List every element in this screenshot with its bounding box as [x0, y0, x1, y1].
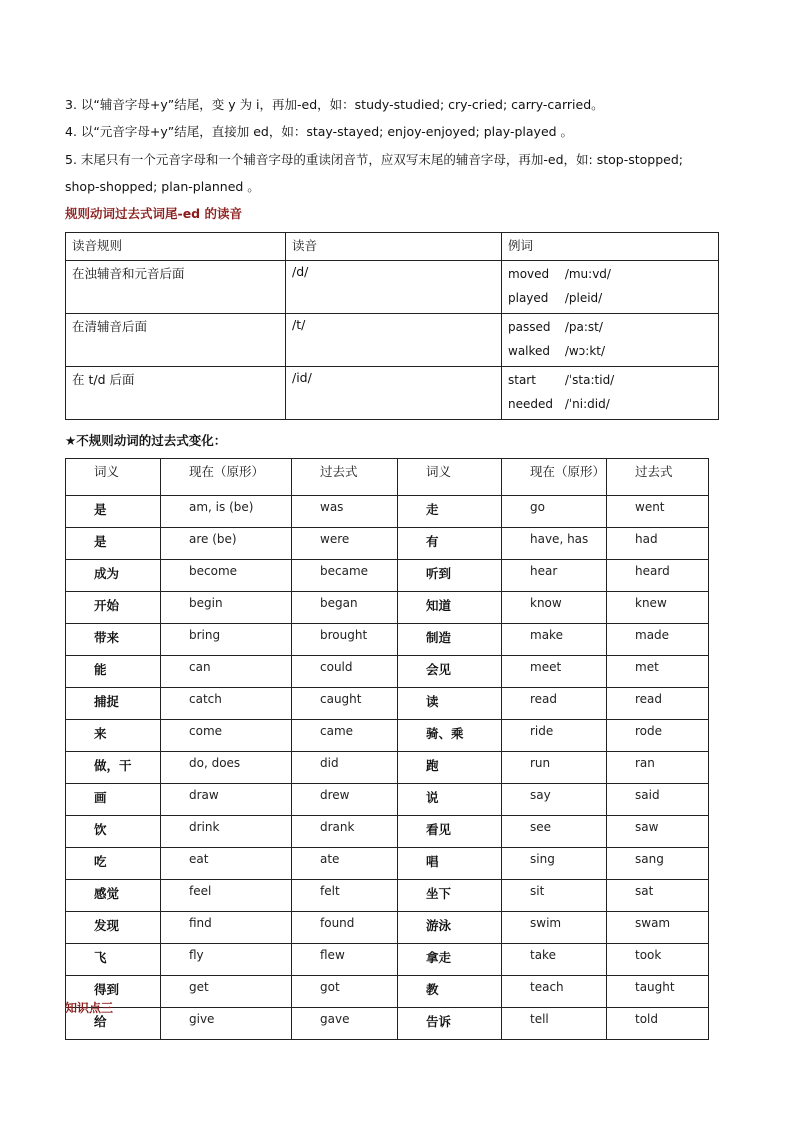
- meaning-cell: 成为: [66, 560, 161, 592]
- header-cell: 现在（原形）: [161, 459, 292, 496]
- meaning-cell: 捕捉: [66, 688, 161, 720]
- table-row: [66, 912, 709, 944]
- past-form-cell: met: [607, 656, 709, 688]
- meaning-cell: 坐下: [398, 880, 502, 912]
- example-phonetic: /ˈni:did/: [564, 397, 610, 411]
- past-form-cell: could: [292, 656, 398, 688]
- past-form-cell: brought: [292, 624, 398, 656]
- present-form-cell: can: [161, 656, 292, 688]
- example-phonetic: /pleid/: [564, 291, 603, 305]
- past-form-cell: read: [607, 688, 709, 720]
- header-cell: 词义: [66, 459, 161, 496]
- past-form-cell: did: [292, 752, 398, 784]
- table-row: [66, 944, 709, 976]
- sound-cell: /d/: [286, 261, 502, 314]
- present-form-cell: sing: [502, 848, 607, 880]
- table-row: [66, 688, 709, 720]
- meaning-cell: 饮: [66, 816, 161, 848]
- meaning-cell: 游泳: [398, 912, 502, 944]
- present-form-cell: say: [502, 784, 607, 816]
- present-form-cell: tell: [502, 1008, 607, 1040]
- past-form-cell: made: [607, 624, 709, 656]
- example-cell: [502, 367, 719, 420]
- table-row: [66, 816, 709, 848]
- past-form-cell: drew: [292, 784, 398, 816]
- table-row: [66, 261, 719, 314]
- past-form-cell: felt: [292, 880, 398, 912]
- next-section-heading: 知识点三: [65, 1001, 114, 1015]
- example-word: start: [508, 373, 536, 387]
- table-header-row: [66, 459, 709, 496]
- meaning-cell: 骑、乘: [398, 720, 502, 752]
- past-form-cell: came: [292, 720, 398, 752]
- table-header-row: [66, 233, 719, 261]
- table-row: [66, 656, 709, 688]
- meaning-cell: 是: [66, 528, 161, 560]
- meaning-cell: 拿走: [398, 944, 502, 976]
- meaning-cell: 读: [398, 688, 502, 720]
- table-row: [66, 624, 709, 656]
- meaning-cell: 制造: [398, 624, 502, 656]
- present-form-cell: draw: [161, 784, 292, 816]
- meaning-cell: 跑: [398, 752, 502, 784]
- table-row: [66, 560, 709, 592]
- past-form-cell: heard: [607, 560, 709, 592]
- meaning-cell: 知道: [398, 592, 502, 624]
- meaning-cell: 得到: [66, 976, 161, 1008]
- example-word: played: [508, 291, 549, 305]
- past-form-cell: knew: [607, 592, 709, 624]
- past-form-cell: was: [292, 496, 398, 528]
- present-form-cell: have, has: [502, 528, 607, 560]
- present-form-cell: ride: [502, 720, 607, 752]
- past-form-cell: ran: [607, 752, 709, 784]
- meaning-cell: 听到: [398, 560, 502, 592]
- present-form-cell: teach: [502, 976, 607, 1008]
- past-form-cell: ate: [292, 848, 398, 880]
- meaning-cell: 做，干: [66, 752, 161, 784]
- past-form-cell: taught: [607, 976, 709, 1008]
- present-form-cell: bring: [161, 624, 292, 656]
- meaning-cell: 发现: [66, 912, 161, 944]
- meaning-cell: 看见: [398, 816, 502, 848]
- pronunciation-heading: 规则动词过去式词尾-ed 的读音: [65, 206, 242, 221]
- table-row: [66, 784, 709, 816]
- present-form-cell: am, is (be): [161, 496, 292, 528]
- rule-cell: 在清辅音后面: [66, 314, 286, 367]
- present-form-cell: fly: [161, 944, 292, 976]
- meaning-cell: 来: [66, 720, 161, 752]
- example-word: walked: [508, 344, 551, 358]
- present-form-cell: give: [161, 1008, 292, 1040]
- rule-cell: 在浊辅音和元音后面: [66, 261, 286, 314]
- past-form-cell: rode: [607, 720, 709, 752]
- past-form-cell: went: [607, 496, 709, 528]
- present-form-cell: do, does: [161, 752, 292, 784]
- present-form-cell: are (be): [161, 528, 292, 560]
- present-form-cell: know: [502, 592, 607, 624]
- present-form-cell: catch: [161, 688, 292, 720]
- present-form-cell: run: [502, 752, 607, 784]
- present-form-cell: begin: [161, 592, 292, 624]
- irregular-verbs-heading: ★不规则动词的过去式变化：: [65, 433, 227, 448]
- present-form-cell: meet: [502, 656, 607, 688]
- past-form-cell: took: [607, 944, 709, 976]
- table-row: [66, 496, 709, 528]
- example-word: moved: [508, 267, 550, 281]
- meaning-cell: 感觉: [66, 880, 161, 912]
- meaning-cell: 走: [398, 496, 502, 528]
- header-cell: 词义: [398, 459, 502, 496]
- present-form-cell: read: [502, 688, 607, 720]
- meaning-cell: 说: [398, 784, 502, 816]
- present-form-cell: hear: [502, 560, 607, 592]
- sound-cell: /t/: [286, 314, 502, 367]
- example-phonetic: /pa:st/: [564, 320, 603, 334]
- present-form-cell: sit: [502, 880, 607, 912]
- present-form-cell: take: [502, 944, 607, 976]
- meaning-cell: 告诉: [398, 1008, 502, 1040]
- past-form-cell: sang: [607, 848, 709, 880]
- past-form-cell: said: [607, 784, 709, 816]
- meaning-cell: 是: [66, 496, 161, 528]
- meaning-cell: 会见: [398, 656, 502, 688]
- present-form-cell: find: [161, 912, 292, 944]
- present-form-cell: drink: [161, 816, 292, 848]
- meaning-cell: 给: [66, 1008, 161, 1040]
- rule-3: 3. 以“辅音字母+y”结尾，变 y 为 i，再加-ed，如：study-studied; cry-cried; carry-carried。: [65, 97, 604, 112]
- example-word: needed: [508, 397, 553, 411]
- table-row: [66, 367, 719, 420]
- past-form-cell: gave: [292, 1008, 398, 1040]
- present-form-cell: become: [161, 560, 292, 592]
- header-cell: 过去式: [607, 459, 709, 496]
- table-row: [66, 848, 709, 880]
- rule-4: 4. 以“元音字母+y”结尾，直接加 ed，如：stay-stayed; enjoy-enjoyed; play-played 。: [65, 124, 574, 139]
- rule-cell: 在 t/d 后面: [66, 367, 286, 420]
- present-form-cell: eat: [161, 848, 292, 880]
- table-row: [66, 976, 709, 1008]
- header-cell: 读音规则: [66, 233, 286, 261]
- sound-cell: /id/: [286, 367, 502, 420]
- meaning-cell: 飞: [66, 944, 161, 976]
- past-form-cell: became: [292, 560, 398, 592]
- example-cell: [502, 261, 719, 314]
- meaning-cell: 教: [398, 976, 502, 1008]
- present-form-cell: come: [161, 720, 292, 752]
- irregular-verbs-table: [65, 458, 709, 1040]
- rule-5-line-1: 5. 末尾只有一个元音字母和一个辅音字母的重读闭音节，应双写末尾的辅音字母，再加-ed，如: stop-stopped;: [65, 152, 683, 167]
- meaning-cell: 能: [66, 656, 161, 688]
- past-form-cell: saw: [607, 816, 709, 848]
- past-form-cell: swam: [607, 912, 709, 944]
- meaning-cell: 吃: [66, 848, 161, 880]
- table-row: [66, 314, 719, 367]
- example-phonetic: /mu:vd/: [564, 267, 611, 281]
- table-row: [66, 752, 709, 784]
- meaning-cell: 开始: [66, 592, 161, 624]
- table-row: [66, 1008, 709, 1040]
- meaning-cell: 唱: [398, 848, 502, 880]
- table-row: [66, 880, 709, 912]
- past-form-cell: found: [292, 912, 398, 944]
- past-form-cell: flew: [292, 944, 398, 976]
- example-phonetic: /ˈsta:tid/: [564, 373, 615, 387]
- past-form-cell: were: [292, 528, 398, 560]
- pronunciation-table: [65, 232, 719, 420]
- present-form-cell: see: [502, 816, 607, 848]
- example-phonetic: /wɔ:kt/: [564, 344, 606, 358]
- table-row: [66, 528, 709, 560]
- past-form-cell: began: [292, 592, 398, 624]
- example-word: passed: [508, 320, 551, 334]
- present-form-cell: go: [502, 496, 607, 528]
- example-cell: [502, 314, 719, 367]
- rule-5-line-2: shop-shopped; plan-planned 。: [65, 179, 260, 194]
- table-row: [66, 592, 709, 624]
- header-cell: 读音: [286, 233, 502, 261]
- header-cell: 过去式: [292, 459, 398, 496]
- past-form-cell: got: [292, 976, 398, 1008]
- meaning-cell: 带来: [66, 624, 161, 656]
- past-form-cell: sat: [607, 880, 709, 912]
- past-form-cell: told: [607, 1008, 709, 1040]
- present-form-cell: make: [502, 624, 607, 656]
- present-form-cell: feel: [161, 880, 292, 912]
- meaning-cell: 画: [66, 784, 161, 816]
- header-cell: 例词: [502, 233, 719, 261]
- meaning-cell: 有: [398, 528, 502, 560]
- table-row: [66, 720, 709, 752]
- header-cell: 现在（原形）: [502, 459, 607, 496]
- past-form-cell: had: [607, 528, 709, 560]
- present-form-cell: get: [161, 976, 292, 1008]
- past-form-cell: drank: [292, 816, 398, 848]
- past-form-cell: caught: [292, 688, 398, 720]
- present-form-cell: swim: [502, 912, 607, 944]
